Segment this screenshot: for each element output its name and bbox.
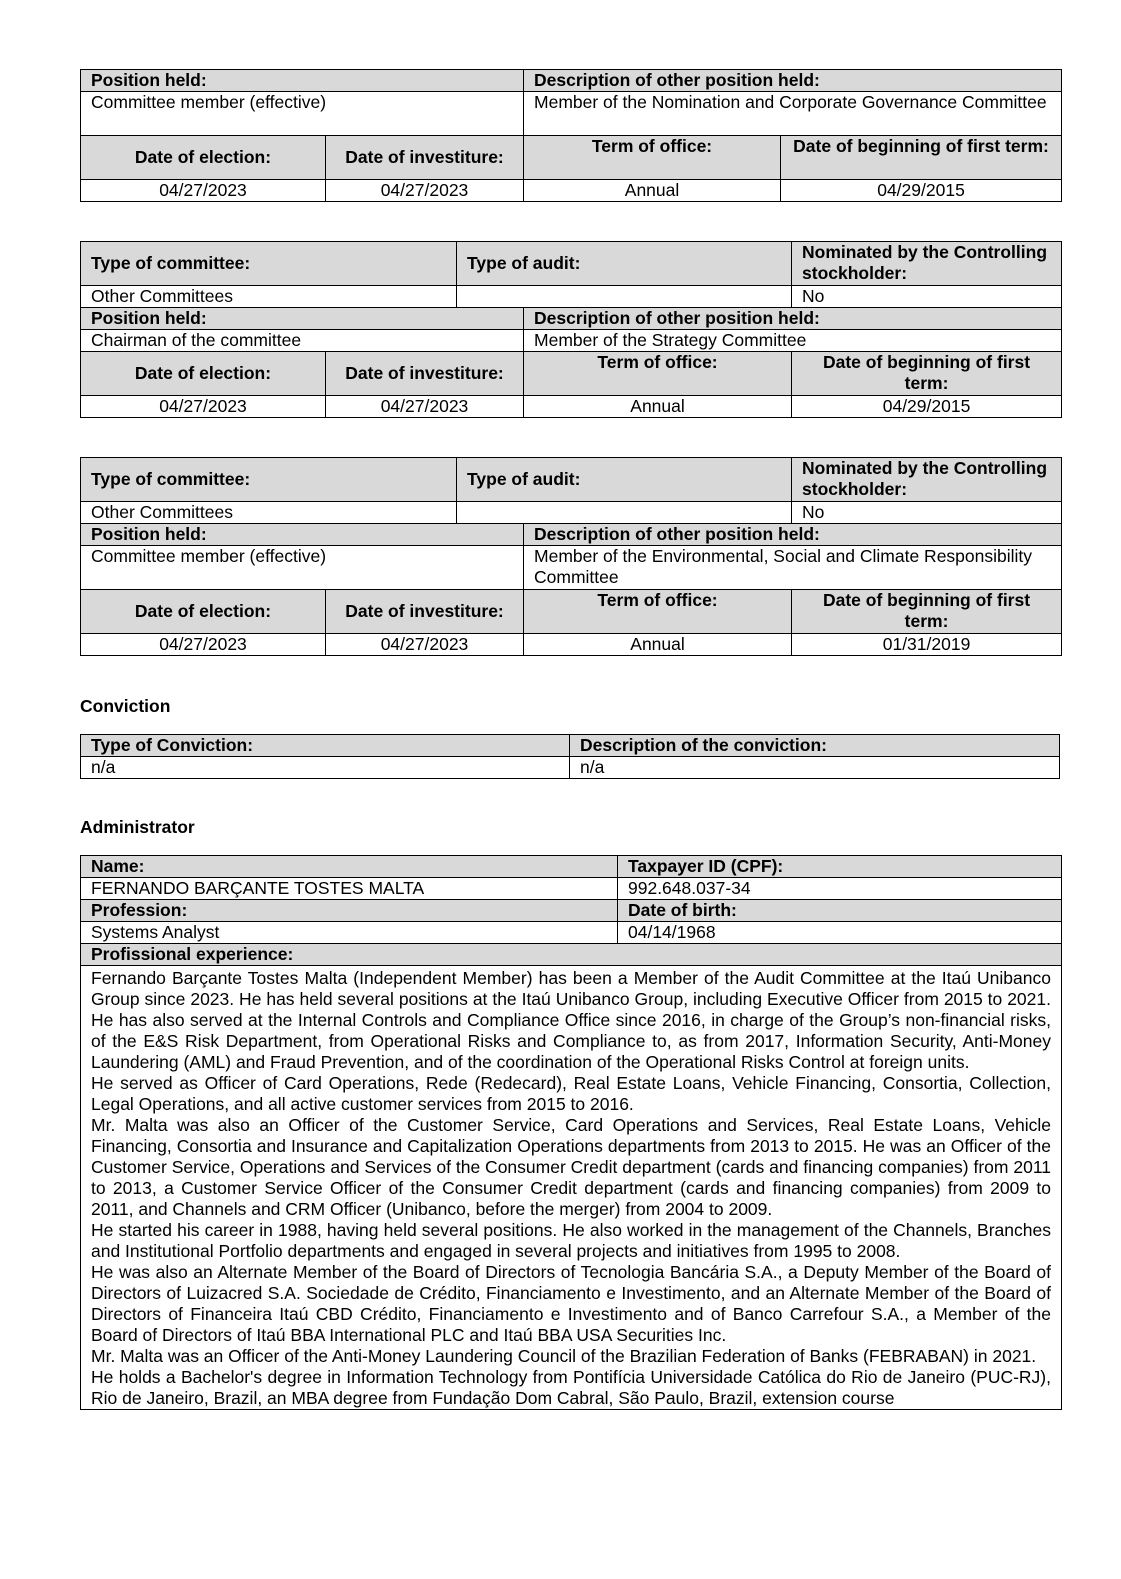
conviction-type-value: n/a: [81, 757, 570, 779]
term-value: Annual: [524, 634, 792, 656]
administrator-table: [80, 855, 1062, 1410]
position-held-label: Position held:: [81, 70, 524, 92]
birth-label: Date of birth:: [618, 900, 1062, 922]
other-position-value: Member of the Environmental, Social and Climate Responsibility Committee: [524, 546, 1062, 590]
conviction-description-label: Description of the conviction:: [570, 735, 1060, 757]
position-held-value: Chairman of the committee: [81, 330, 524, 352]
date-election-value: 04/27/2023: [81, 180, 326, 202]
nominated-value: No: [792, 502, 1062, 524]
administrator-title: Administrator: [80, 817, 195, 837]
conviction-type-label: Type of Conviction:: [81, 735, 570, 757]
conviction-table: [80, 734, 1060, 779]
experience-paragraph: He served as Officer of Card Operations, Rede (Redecard), Real Estate Loans, Vehicle Financing, Consortia, Collection, Legal Operations, and all active customer services from 2015 to 2016.: [91, 1073, 1051, 1114]
name-value: FERNANDO BARÇANTE TOSTES MALTA: [81, 878, 618, 900]
type-audit-value: [457, 502, 792, 524]
type-committee-label: Type of committee:: [81, 242, 457, 286]
date-election-value: 04/27/2023: [81, 396, 326, 418]
experience-paragraph: He started his career in 1988, having held several positions. He also worked in the management of the Channels, Branches and Institutional Portfolio departments and engaged in several projects and initiatives from 1995 to 2008.: [91, 1220, 1051, 1261]
profession-label: Profession:: [81, 900, 618, 922]
other-position-label: Description of other position held:: [524, 524, 1062, 546]
cpf-label: Taxpayer ID (CPF):: [618, 856, 1062, 878]
document-page: [80, 69, 1061, 1410]
other-position-label: Description of other position held:: [524, 308, 1062, 330]
type-committee-value: Other Committees: [81, 502, 457, 524]
term-value: Annual: [524, 396, 792, 418]
experience-label: Profissional experience:: [81, 944, 1062, 966]
term-value: Annual: [524, 180, 781, 202]
date-election-label: Date of election:: [81, 136, 326, 180]
date-investiture-value: 04/27/2023: [326, 396, 524, 418]
date-investiture-value: 04/27/2023: [326, 634, 524, 656]
committee-table-2: [80, 241, 1062, 418]
type-committee-value: Other Committees: [81, 286, 457, 308]
date-investiture-label: Date of investiture:: [326, 136, 524, 180]
position-held-label: Position held:: [81, 524, 524, 546]
type-audit-value: [457, 286, 792, 308]
date-election-label: Date of election:: [81, 590, 326, 634]
experience-paragraph: Mr. Malta was also an Officer of the Customer Service, Card Operations and Services, Real Estate Loans, Vehicle Financing, Consortia and Insurance and Capitalization Operations departments from 2013 to 2015. He was an Officer of the Customer Service, Operations and Services of the Consumer Credit department (cards and financing companies) from 2011 to 2013, a Customer Service Officer of the Consumer Credit department (cards and financing companies) from 2009 to 2011, and Channels and CRM Officer (Unibanco, before the merger) from 2004 to 2009.: [91, 1115, 1051, 1219]
birth-value: 04/14/1968: [618, 922, 1062, 944]
experience-paragraph: Mr. Malta was an Officer of the Anti-Money Laundering Council of the Brazilian Federation of Banks (FEBRABAN) in 2021.: [91, 1346, 1037, 1366]
date-election-value: 04/27/2023: [81, 634, 326, 656]
other-position-value: Member of the Strategy Committee: [524, 330, 1062, 352]
first-term-value: 04/29/2015: [781, 180, 1062, 202]
date-investiture-label: Date of investiture:: [326, 590, 524, 634]
profession-value: Systems Analyst: [81, 922, 618, 944]
date-investiture-label: Date of investiture:: [326, 352, 524, 396]
type-audit-label: Type of audit:: [457, 242, 792, 286]
conviction-description-value: n/a: [570, 757, 1060, 779]
term-label: Term of office:: [524, 590, 792, 634]
position-held-value: Committee member (effective): [81, 546, 524, 590]
experience-paragraph: He was also an Alternate Member of the Board of Directors of Tecnologia Bancária S.A., a Deputy Member of the Board of Directors of Luizacred S.A. Sociedade de Crédito, Financiamento e Investimento, and an Alternate Member of the Board of Directors of Financeira Itaú CBD Crédito, Financiamento e Investimento and of Banco Carrefour S.A., a Member of the Board of Directors of Itaú BBA International PLC and Itaú BBA USA Securities Inc.: [91, 1262, 1051, 1345]
committee-table-1: [80, 69, 1062, 202]
name-label: Name:: [81, 856, 618, 878]
term-label: Term of office:: [524, 352, 792, 396]
committee-table-3: [80, 457, 1062, 656]
date-election-label: Date of election:: [81, 352, 326, 396]
other-position-label: Description of other position held:: [524, 70, 1062, 92]
nominated-label: Nominated by the Controlling stockholder:: [792, 458, 1062, 502]
conviction-title: Conviction: [80, 696, 171, 716]
first-term-label: Date of beginning of first term:: [792, 352, 1062, 396]
position-held-value: Committee member (effective): [81, 92, 524, 136]
first-term-value: 04/29/2015: [792, 396, 1062, 418]
first-term-label: Date of beginning of first term:: [792, 590, 1062, 634]
experience-text: [81, 966, 1062, 1410]
first-term-label: Date of beginning of first term:: [781, 136, 1062, 180]
cpf-value: 992.648.037-34: [618, 878, 1062, 900]
first-term-value: 01/31/2019: [792, 634, 1062, 656]
other-position-value: Member of the Nomination and Corporate Governance Committee: [524, 92, 1062, 136]
nominated-label: Nominated by the Controlling stockholder:: [792, 242, 1062, 286]
type-audit-label: Type of audit:: [457, 458, 792, 502]
term-label: Term of office:: [524, 136, 781, 180]
experience-paragraph: Fernando Barçante Tostes Malta (Independent Member) has been a Member of the Audit Committee at the Itaú Unibanco Group since 2023. He has held several positions at the Itaú Unibanco Group, including Executive Officer from 2015 to 2021. He has also served at the Internal Controls and Compliance Office since 2016, in charge of the Group’s non-financial risks, of the E&S Risk Department, from Operational Risks and Compliance to, as from 2017, Information Security, Anti-Money Laundering (AML) and Fraud Prevention, and of the coordination of the Operational Risks Control at foreign units.: [91, 968, 1051, 1072]
date-investiture-value: 04/27/2023: [326, 180, 524, 202]
type-committee-label: Type of committee:: [81, 458, 457, 502]
position-held-label: Position held:: [81, 308, 524, 330]
nominated-value: No: [792, 286, 1062, 308]
experience-paragraph: He holds a Bachelor's degree in Information Technology from Pontifícia Universidade Católica do Rio de Janeiro (PUC-RJ), Rio de Janeiro, Brazil, an MBA degree from Fundação Dom Cabral, São Paulo, Brazil, extension course: [91, 1367, 1051, 1408]
